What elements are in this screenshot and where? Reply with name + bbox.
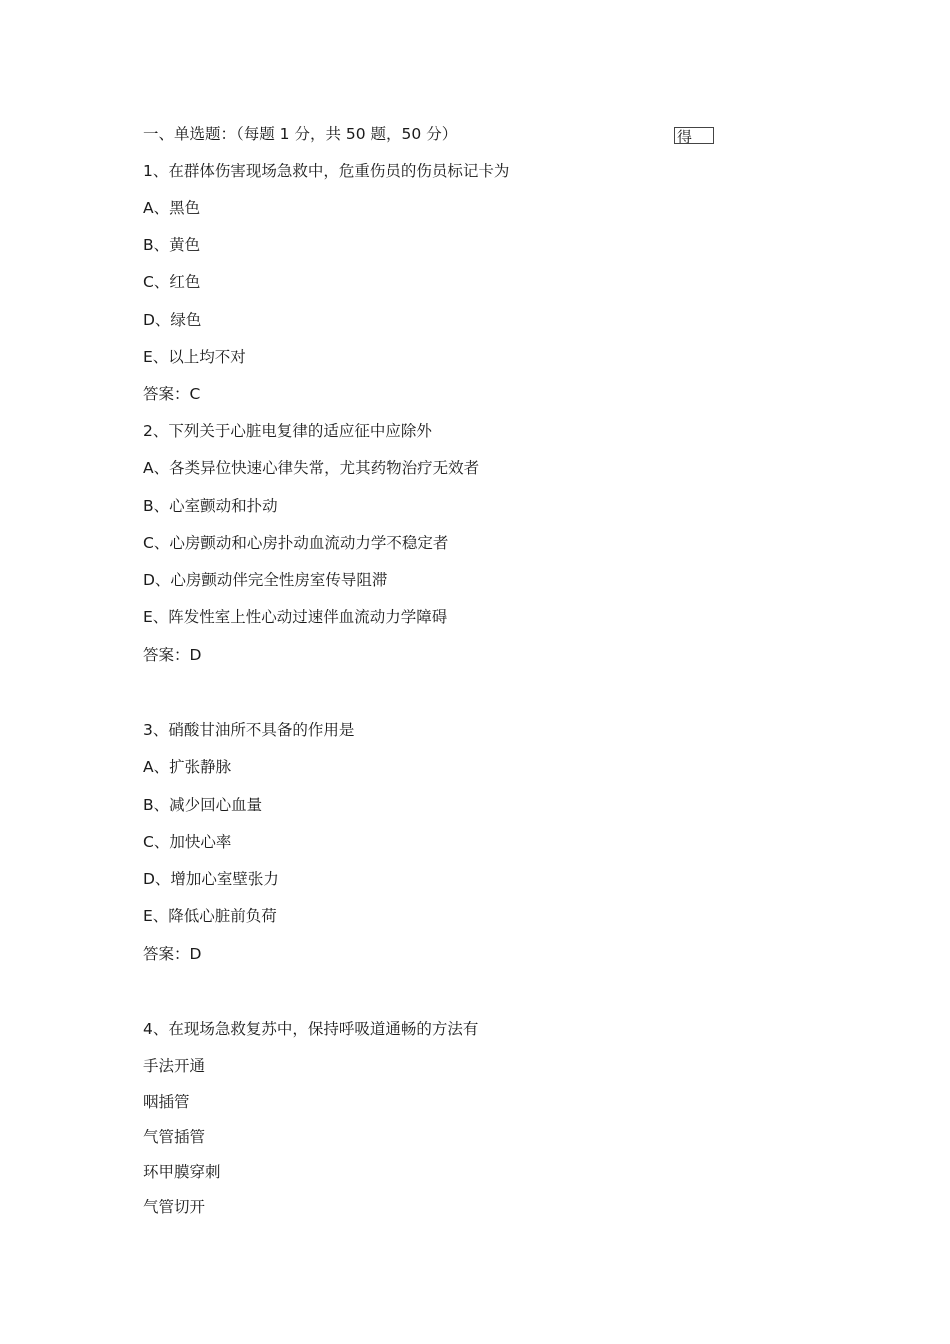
option-3: 气管插管 bbox=[143, 1128, 206, 1146]
option-4: 环甲膜穿刺 bbox=[143, 1163, 221, 1181]
answer-line: 答案：D bbox=[143, 945, 202, 963]
option-d: D、增加心室壁张力 bbox=[143, 870, 279, 888]
question-stem: 1、在群体伤害现场急救中，危重伤员的伤员标记卡为 bbox=[143, 162, 510, 180]
option-e: E、以上均不对 bbox=[143, 348, 246, 366]
section-title: 一、单选题：（每题 1 分，共 50 题，50 分） bbox=[143, 125, 458, 143]
answer-line: 答案：C bbox=[143, 385, 201, 403]
option-a: A、各类异位快速心律失常，尤其药物治疗无效者 bbox=[143, 459, 480, 477]
option-c: C、红色 bbox=[143, 273, 201, 291]
option-e: E、降低心脏前负荷 bbox=[143, 907, 277, 925]
option-c: C、心房颤动和心房扑动血流动力学不稳定者 bbox=[143, 534, 449, 552]
answer-line: 答案：D bbox=[143, 646, 202, 664]
option-a: A、黑色 bbox=[143, 199, 201, 217]
option-2: 咽插管 bbox=[143, 1093, 190, 1111]
question-stem: 4、在现场急救复苏中，保持呼吸道通畅的方法有 bbox=[143, 1020, 479, 1038]
option-b: B、心室颤动和扑动 bbox=[143, 497, 278, 515]
option-c: C、加快心率 bbox=[143, 833, 232, 851]
score-box: 得 bbox=[674, 127, 714, 144]
option-d: D、心房颤动伴完全性房室传导阻滞 bbox=[143, 571, 388, 589]
option-5: 气管切开 bbox=[143, 1198, 206, 1216]
option-1: 手法开通 bbox=[143, 1057, 206, 1075]
option-e: E、阵发性室上性心动过速伴血流动力学障碍 bbox=[143, 608, 448, 626]
question-stem: 3、硝酸甘油所不具备的作用是 bbox=[143, 721, 355, 739]
question-stem: 2、下列关于心脏电复律的适应征中应除外 bbox=[143, 422, 432, 440]
option-a: A、扩张静脉 bbox=[143, 758, 232, 776]
option-d: D、绿色 bbox=[143, 311, 202, 329]
option-b: B、黄色 bbox=[143, 236, 201, 254]
option-b: B、减少回心血量 bbox=[143, 796, 263, 814]
